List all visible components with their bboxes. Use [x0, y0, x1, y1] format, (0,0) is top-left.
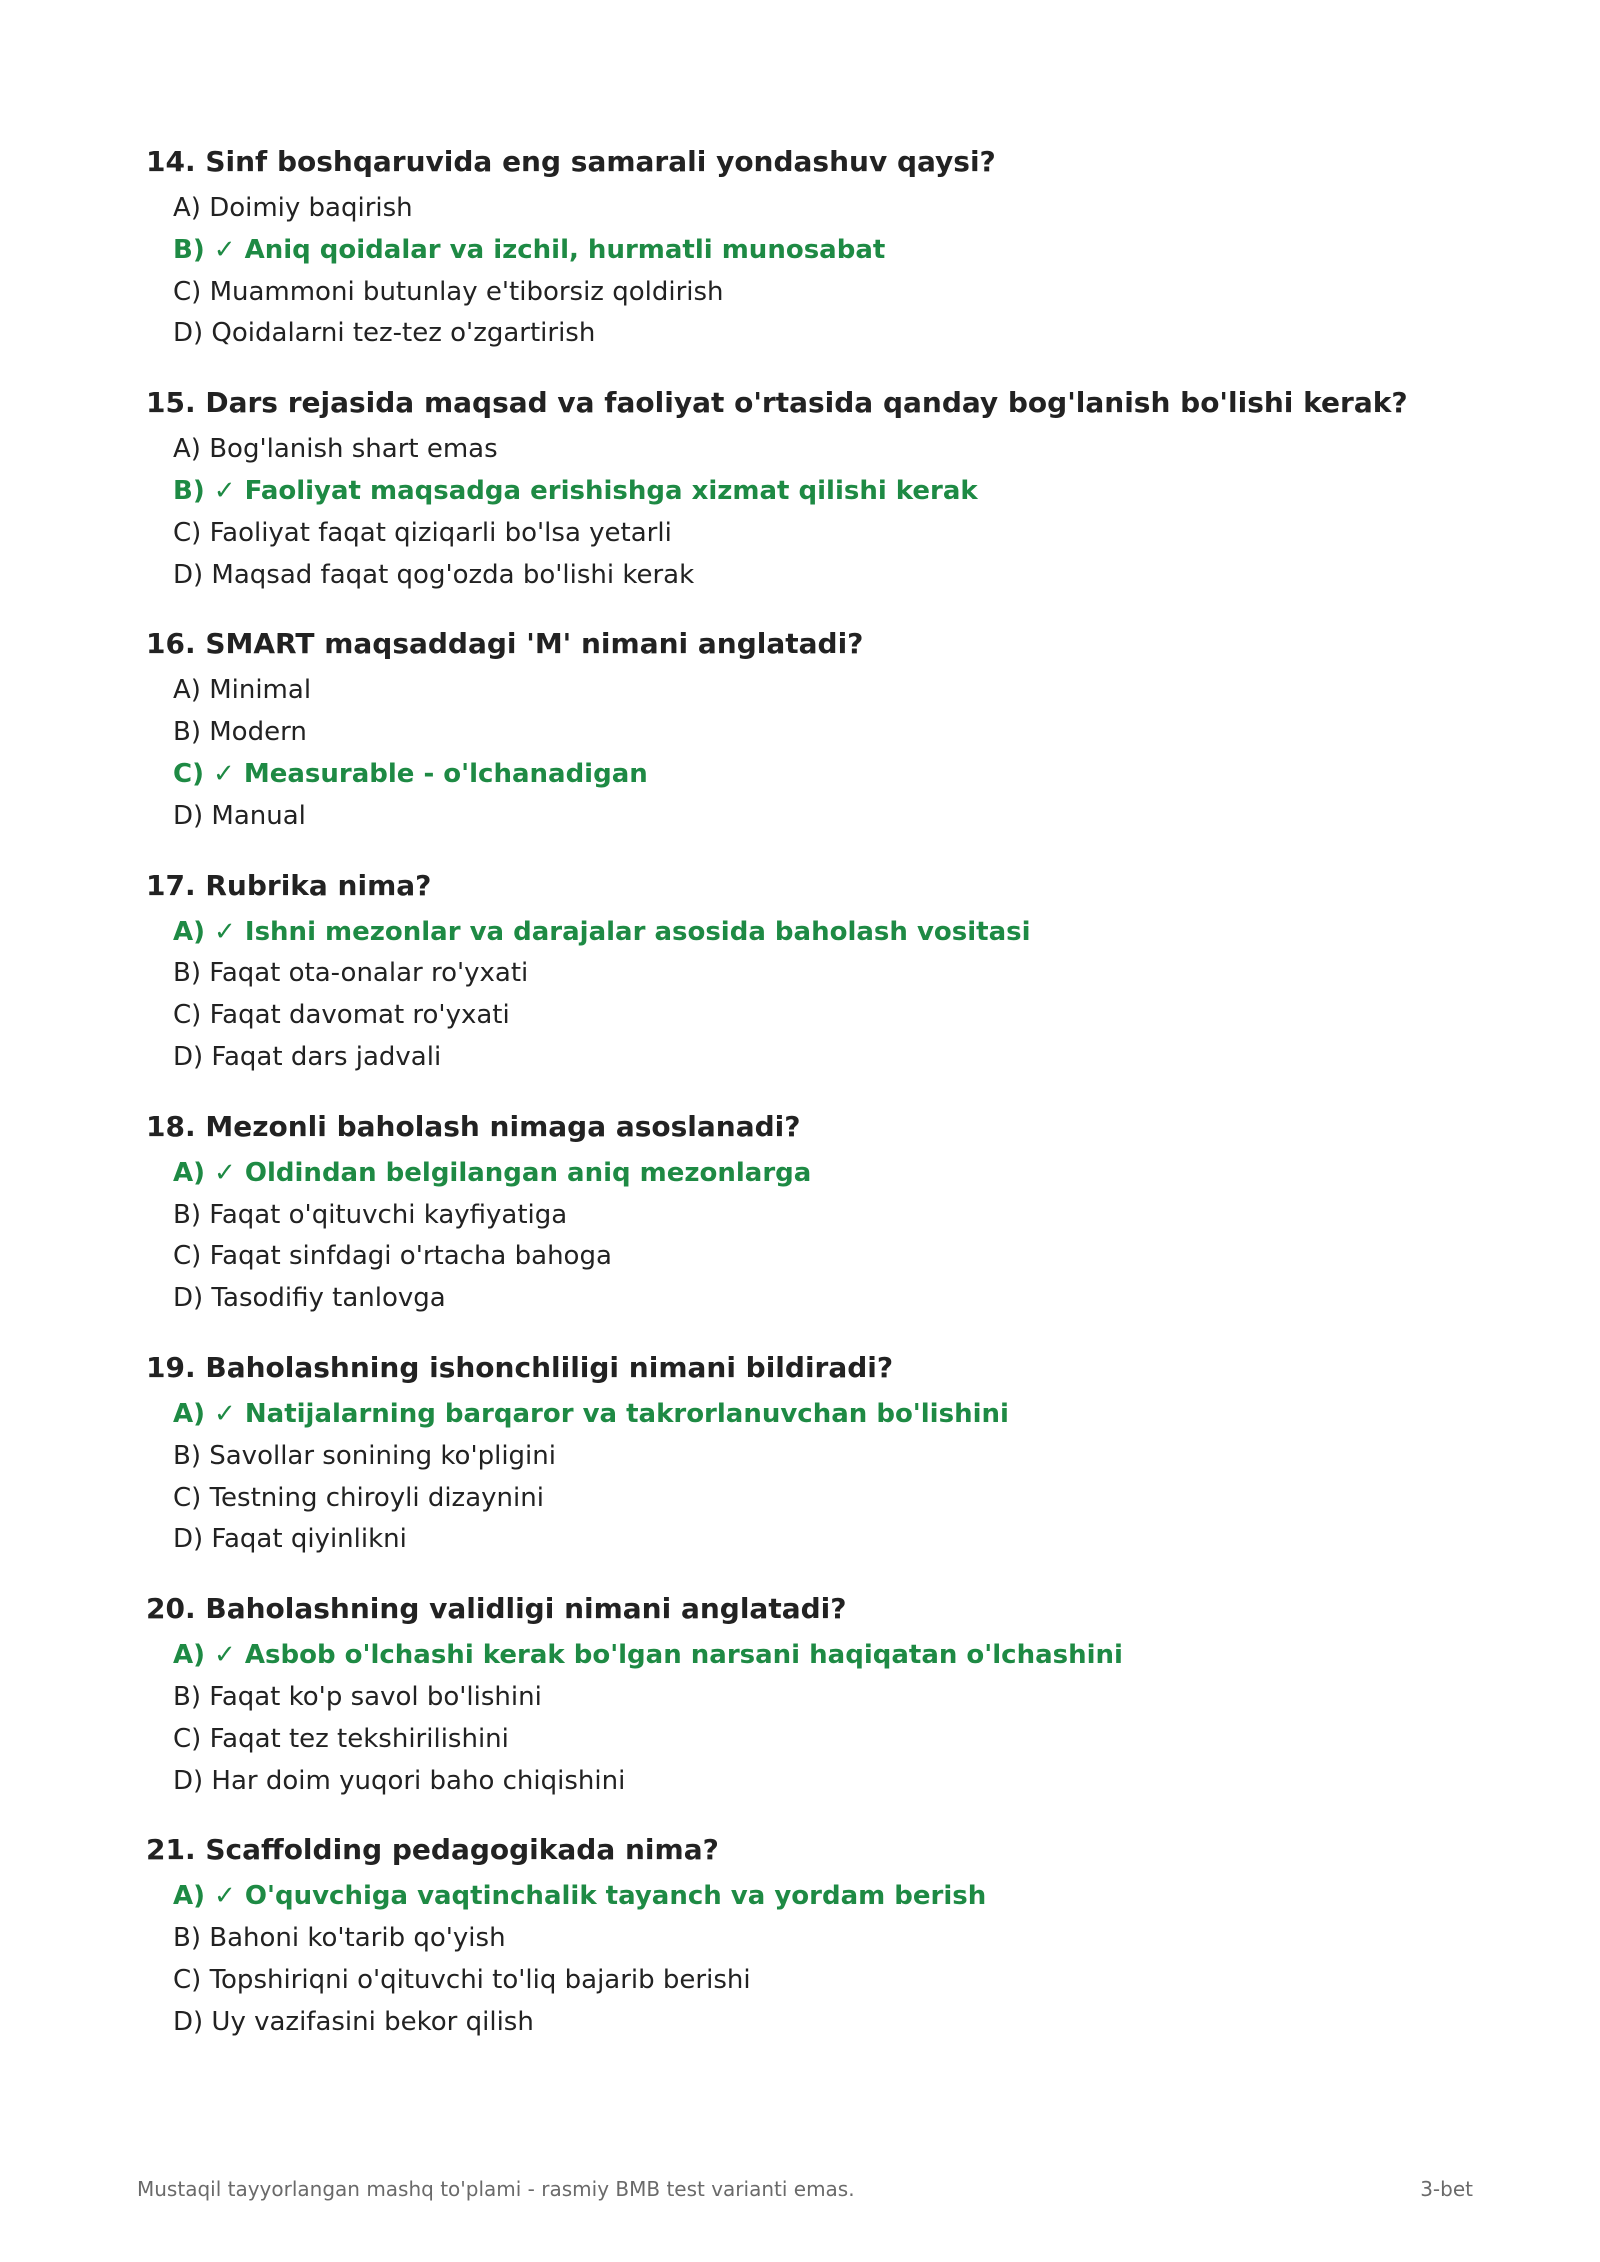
answer-option: D) Qoidalarni tez-tez o'zgartirish — [173, 318, 596, 349]
answer-option: C) Faqat sinfdagi o'rtacha bahoga — [173, 1241, 612, 1272]
question-block — [146, 1589, 1486, 1802]
question-block — [146, 1830, 1486, 2043]
answer-option: D) Tasodifiy tanlovga — [173, 1283, 446, 1314]
answer-option-correct: A) ✓ Natijalarning barqaror va takrorlanuvchan bo'lishini — [173, 1398, 1009, 1429]
answer-option-correct: A) ✓ O'quvchiga vaqtinchalik tayanch va yordam berish — [173, 1881, 987, 1912]
question-title: 15. Dars rejasida maqsad va faoliyat o'rtasida qanday bog'lanish bo'lishi kerak? — [146, 386, 1408, 420]
answer-option: B) Faqat ko'p savol bo'lishini — [173, 1681, 542, 1712]
answer-option: C) Faqat tez tekshirilishini — [173, 1723, 509, 1754]
answer-option: C) Faqat davomat ro'yxati — [173, 1000, 510, 1031]
question-block — [146, 1348, 1486, 1561]
question-title: 19. Baholashning ishonchliligi nimani bildiradi? — [146, 1350, 894, 1384]
answer-option: B) Faqat ota-onalar ro'yxati — [173, 958, 529, 989]
answer-option: D) Manual — [173, 800, 306, 831]
answer-option: D) Faqat qiyinlikni — [173, 1524, 407, 1555]
answer-option: C) Topshiriqni o'qituvchi to'liq bajarib berishi — [173, 1964, 751, 1995]
answer-option-correct: B) ✓ Faoliyat maqsadga erishishga xizmat qilishi kerak — [173, 475, 978, 506]
answer-option-correct: A) ✓ Oldindan belgilangan aniq mezonlarga — [173, 1157, 812, 1188]
answer-option-correct: A) ✓ Ishni mezonlar va darajalar asosida baholash vositasi — [173, 916, 1031, 947]
answer-option-correct: A) ✓ Asbob o'lchashi kerak bo'lgan narsani haqiqatan o'lchashini — [173, 1640, 1123, 1671]
question-title: 18. Mezonli baholash nimaga asoslanadi? — [146, 1109, 801, 1143]
answer-option: C) Faoliyat faqat qiziqarli bo'lsa yetarli — [173, 517, 672, 548]
answer-option: B) Faqat o'qituvchi kayfiyatiga — [173, 1199, 568, 1230]
answer-option: A) Doimiy baqirish — [173, 193, 413, 223]
question-block — [146, 866, 1486, 1079]
answer-option: C) Testning chiroyli dizaynini — [173, 1482, 544, 1513]
answer-option: D) Maqsad faqat qog'ozda bo'lishi kerak — [173, 559, 695, 590]
page-number: 3-bet — [1420, 2177, 1473, 2201]
question-list — [146, 142, 1486, 2072]
answer-option: B) Savollar sonining ko'pligini — [173, 1440, 556, 1471]
question-title: 17. Rubrika nima? — [146, 868, 432, 902]
answer-option: A) Minimal — [173, 675, 312, 706]
question-block — [146, 1107, 1486, 1320]
answer-option: B) Modern — [173, 717, 307, 748]
answer-option: D) Har doim yuqori baho chiqishini — [173, 1765, 626, 1796]
question-title: 21. Scaffolding pedagogikada nima? — [146, 1833, 719, 1867]
answer-option: D) Faqat dars jadvali — [173, 1041, 442, 1072]
question-block — [146, 383, 1486, 596]
answer-option: B) Bahoni ko'tarib qo'yish — [173, 1923, 506, 1954]
answer-option-correct: C) ✓ Measurable - o'lchanadigan — [173, 758, 648, 789]
question-title: 14. Sinf boshqaruvida eng samarali yondashuv qaysi? — [146, 145, 996, 178]
answer-option: A) Bog'lanish shart emas — [173, 434, 498, 465]
question-title: 16. SMART maqsaddagi 'M' nimani anglatadi? — [146, 627, 864, 661]
footer-note: Mustaqil tayyorlangan mashq to'plami - rasmiy BMB test varianti emas. — [137, 2177, 855, 2201]
answer-option: C) Muammoni butunlay e'tiborsiz qoldirish — [173, 276, 724, 307]
answer-option-correct: B) ✓ Aniq qoidalar va izchil, hurmatli munosabat — [173, 234, 886, 265]
question-block — [146, 624, 1486, 837]
question-block — [146, 142, 1486, 355]
question-title: 20. Baholashning validligi nimani anglatadi? — [146, 1592, 847, 1626]
answer-option: D) Uy vazifasini bekor qilish — [173, 2006, 534, 2037]
